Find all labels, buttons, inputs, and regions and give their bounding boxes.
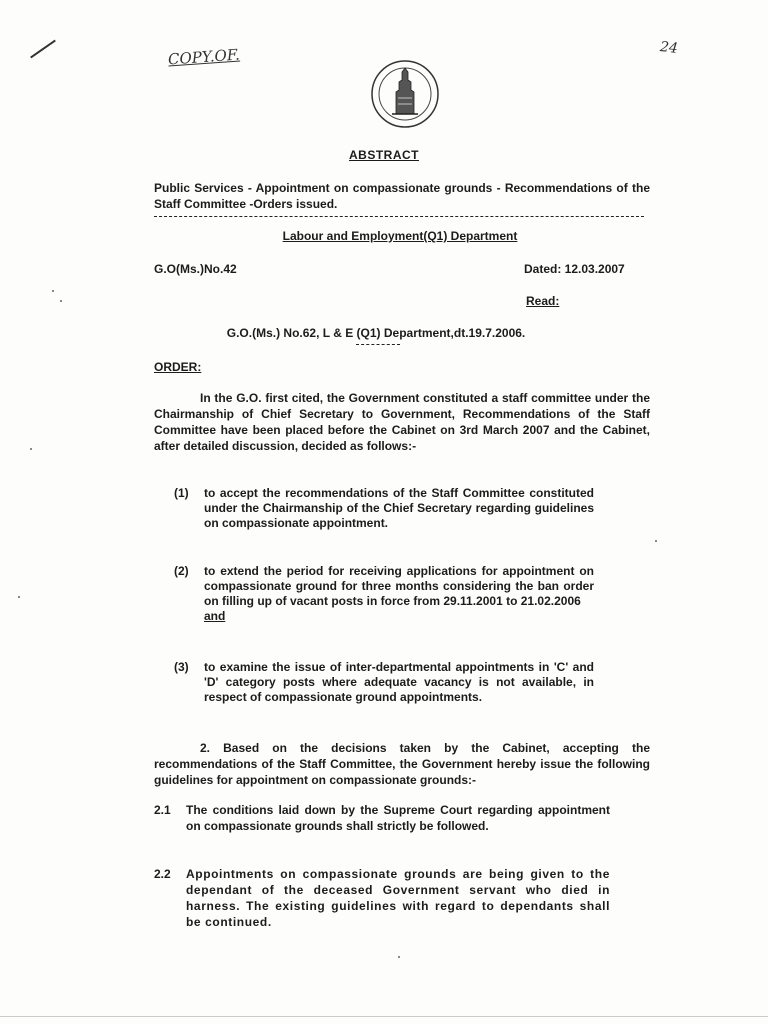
item-text: to extend the period for receiving applications for appointment on compassionate ground for three months considering the ban order on filling up of vacant posts in force from 29.11.2001 to 21.02.2006: [204, 564, 594, 608]
government-emblem-seal: [370, 56, 440, 132]
order-heading: ORDER:: [154, 360, 202, 374]
scan-speck: [18, 596, 20, 598]
item-number: (1): [174, 486, 189, 500]
scan-speck: [52, 290, 54, 292]
scan-edge-line: [0, 1016, 768, 1017]
handwritten-page-number: 24: [659, 39, 679, 57]
decision-item-2: [174, 564, 594, 624]
scan-speck: [398, 956, 400, 958]
divider-rule: [154, 216, 644, 217]
decision-item-1: [174, 486, 594, 531]
read-label: Read:: [526, 294, 560, 308]
item-number: (2): [174, 564, 189, 578]
decision-item-3: [174, 660, 594, 705]
guideline-2-1: [154, 802, 610, 834]
item-number: (3): [174, 660, 189, 674]
reference-underline: [356, 344, 400, 345]
item-suffix: and: [204, 609, 226, 623]
scan-speck: [655, 540, 657, 542]
item-text: to examine the issue of inter-departmental appointments in 'C' and 'D' category posts where adequate vacancy is not available, in respect of compassionate ground appointments.: [204, 660, 594, 704]
order-intro-paragraph: [154, 390, 650, 454]
pen-tick-mark: [30, 40, 56, 59]
reference-line: G.O.(Ms.) No.62, L & E (Q1) Department,dt.19.7.2006.: [226, 326, 526, 340]
paragraph-2: [154, 740, 650, 788]
department-heading: Labour and Employment(Q1) Department: [282, 229, 518, 243]
item-text: to accept the recommendations of the Staff Committee constituted under the Chairmanship of the Chief Secretary regarding guidelines on compassionate appointment.: [204, 486, 594, 530]
go-number: G.O(Ms.)No.42: [154, 262, 237, 276]
order-intro-text: In the G.O. first cited, the Government constituted a staff committee under the Chairmanship of Chief Secretary to Government, Recommendations of the Staff Committee have been placed before the Cabinet on 3rd March 2007 and the Cabinet, after detailed discussion, decided as follows:-: [154, 391, 650, 453]
subject-line: Public Services - Appointment on compassionate grounds - Recommendations of the Staff Committee -Orders issued.: [154, 181, 650, 211]
scan-speck: [30, 448, 32, 450]
guideline-text: The conditions laid down by the Supreme Court regarding appointment on compassionate grounds shall strictly be followed.: [186, 803, 610, 833]
abstract-title: ABSTRACT: [349, 148, 419, 162]
guideline-number: 2.2: [154, 867, 171, 881]
guideline-2-2: [154, 866, 610, 930]
guideline-number: 2.1: [154, 803, 171, 817]
paragraph-2-text: 2. Based on the decisions taken by the Cabinet, accepting the recommendations of the Staff Committee, the Government hereby issue the following guidelines for appointment on compassionate grounds:-: [154, 741, 650, 787]
dated-field: Dated: 12.03.2007: [524, 262, 625, 276]
handwritten-copy-of: COPY.OF.: [167, 45, 241, 69]
scan-speck: [60, 300, 62, 302]
guideline-text: Appointments on compassionate grounds are being given to the dependant of the deceased Government servant who died in harness. The existing guidelines with regard to dependants shall be continued.: [186, 867, 610, 929]
